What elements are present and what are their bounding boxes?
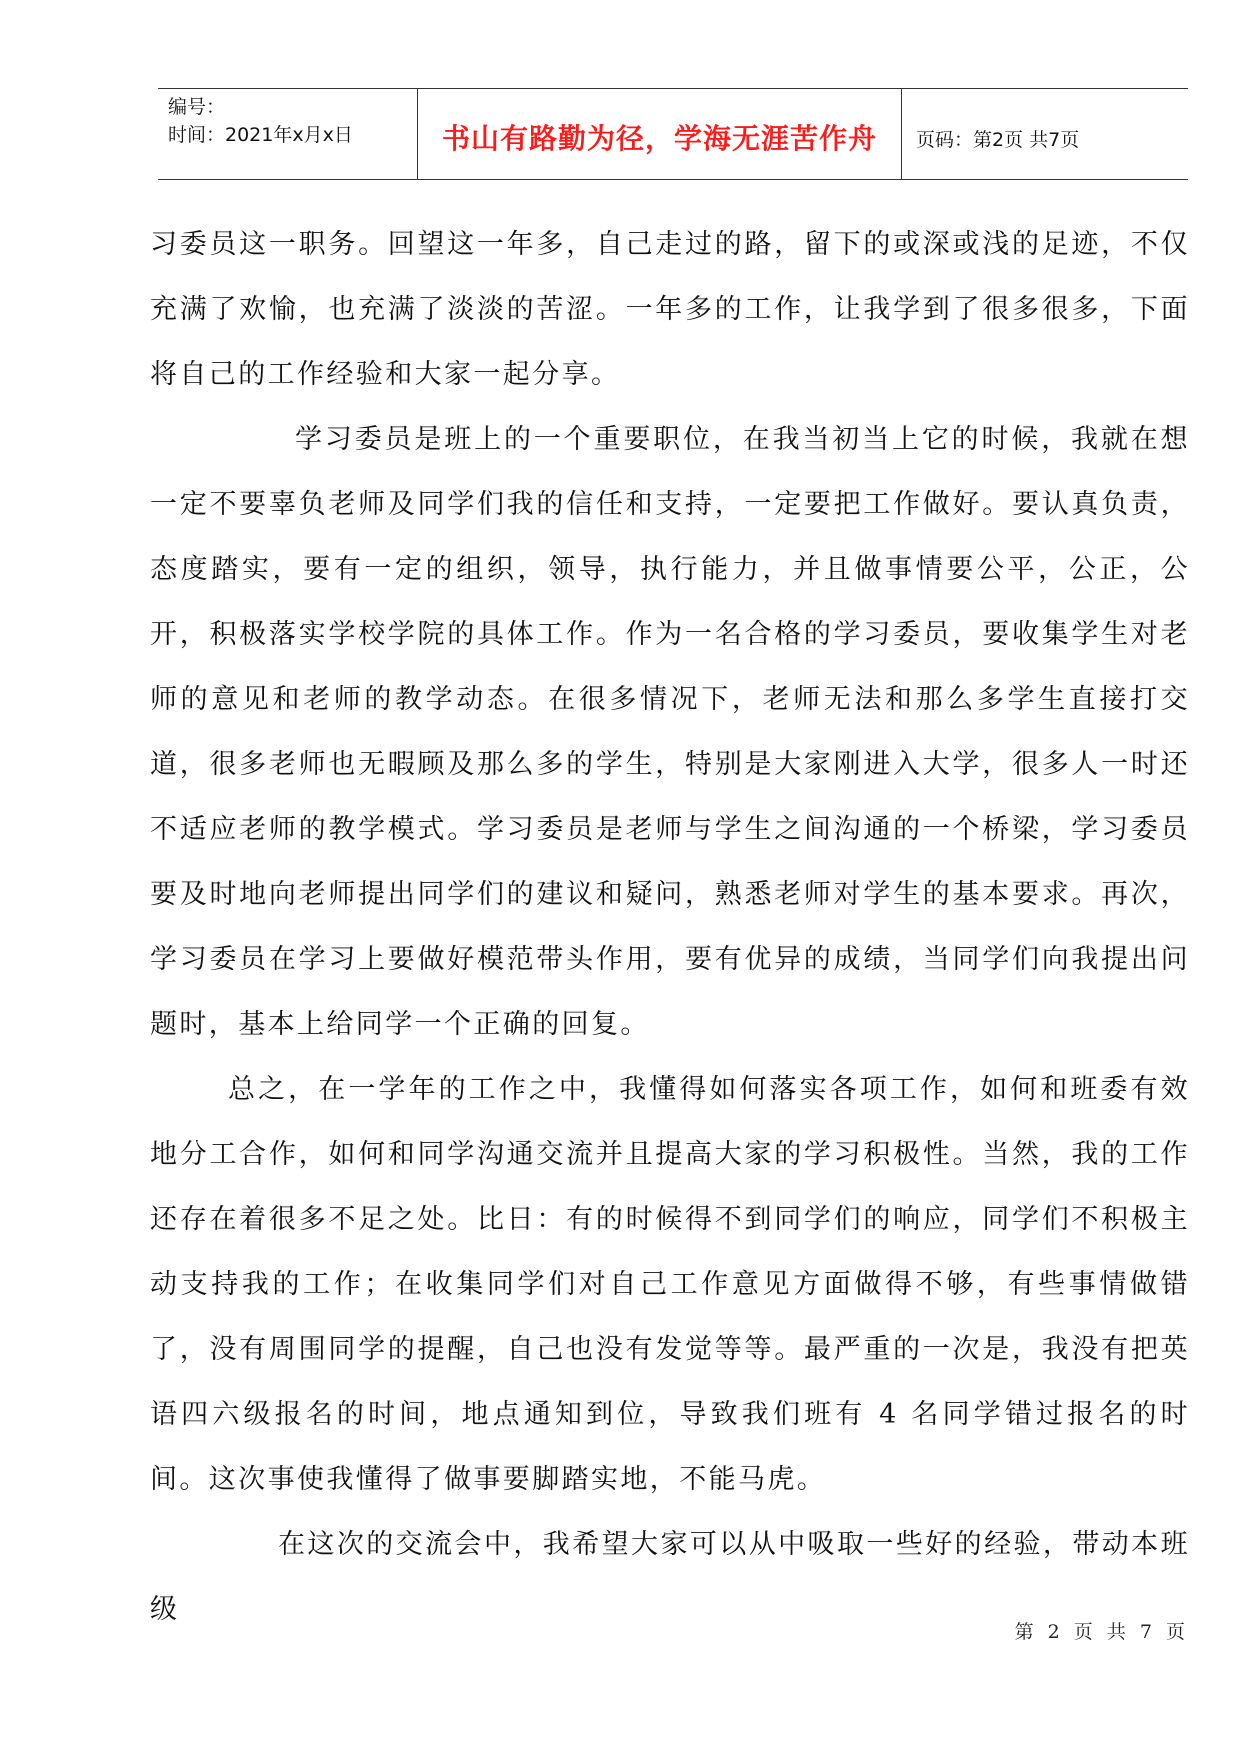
motto-text: 书山有路勤为径，学海无涯苦作舟	[441, 122, 877, 155]
number-label: 编号：	[168, 96, 226, 118]
page-code: 页码：第2页 共7页	[916, 128, 1080, 151]
document-body	[150, 212, 1190, 1642]
page-header	[158, 88, 1188, 180]
paragraph-3: 总之，在一学年的工作之中，我懂得如何落实各项工作，如何和班委有效地分工合作，如何和同学沟通交流并且提高大家的学习积极性。当然，我的工作还存在着很多不足之处。比日：有的时候得不到同学们的响应，同学们不积极主动支持我的工作；在收集同学们对自己工作意见方面做得不够，有些事情做错了，没有周围同学的提醒，自己也没有发觉等等。最严重的一次是，我没有把英语四六级报名的时间，地点通知到位，导致我们班有 4 名同学错过报名的时间。这次事使我懂得了做事要脚踏实地，不能马虎。	[150, 1074, 1190, 1495]
paragraph-1: 习委员这一职务。回望这一年多，自己走过的路，留下的或深或浅的足迹，不仅充满了欢愉，也充满了淡淡的苦涩。一年多的工作，让我学到了很多很多，下面将自己的工作经验和大家一起分享。	[150, 229, 1190, 390]
page-footer: 第 2 页 共 7 页	[1014, 1621, 1189, 1643]
paragraph-4: 在这次的交流会中，我希望大家可以从中吸取一些好的经验，带动本班级	[150, 1529, 1190, 1625]
paragraph-2: 学习委员是班上的一个重要职位，在我当初当上它的时候，我就在想一定不要辜负老师及同学们我的信任和支持，一定要把工作做好。要认真负责，态度踏实，要有一定的组织，领导，执行能力，并且做事情要公平，公正，公开，积极落实学校学院的具体工作。作为一名合格的学习委员，要收集学生对老师的意见和老师的教学动态。在很多情况下，老师无法和那么多学生直接打交道，很多老师也无暇顾及那么多的学生，特别是大家刚进入大学，很多人一时还不适应老师的教学模式。学习委员是老师与学生之间沟通的一个桥梁，学习委员要及时地向老师提出同学们的建议和疑问，熟悉老师对学生的基本要求。再次，学习委员在学习上要做好模范带头作用，要有优异的成绩，当同学们向我提出问题时，基本上给同学一个正确的回复。	[150, 424, 1190, 1040]
header-motto-cell	[418, 89, 902, 179]
header-page-cell	[902, 89, 1188, 179]
time-label: 时间：2021年x月x日	[168, 124, 353, 146]
header-meta-cell	[158, 89, 418, 179]
